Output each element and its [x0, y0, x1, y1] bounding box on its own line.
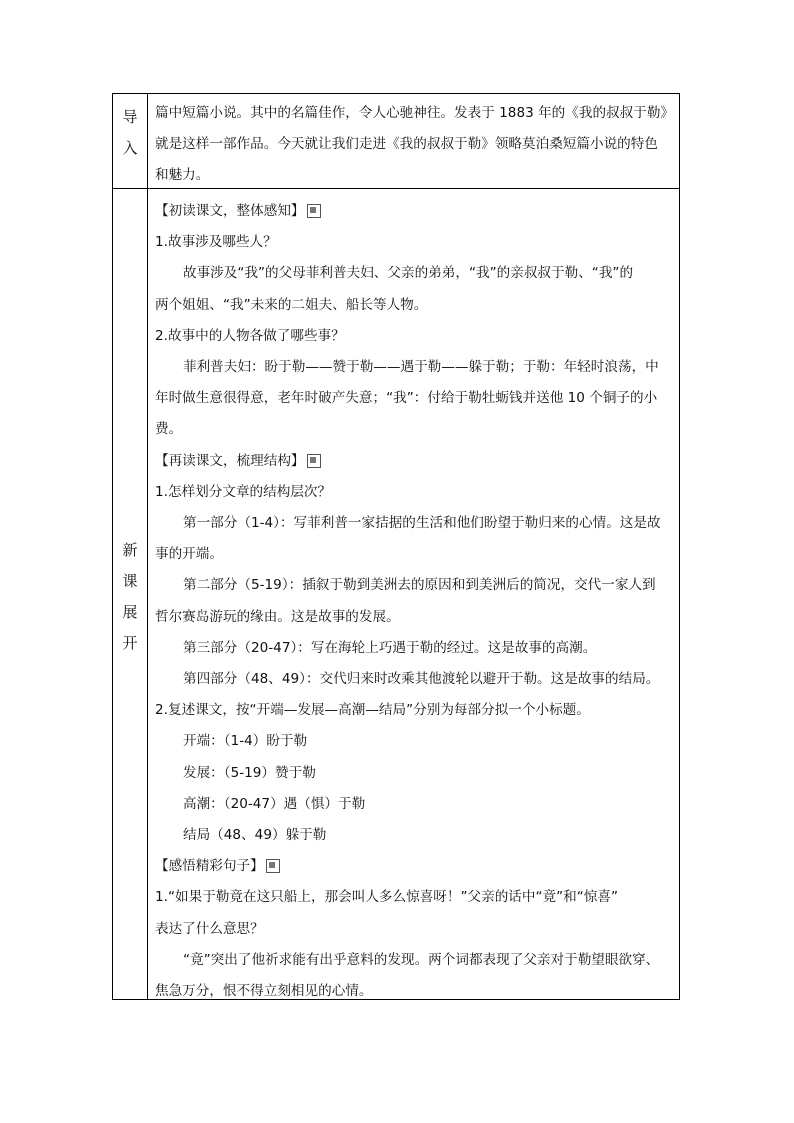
intro-line: 和魅力。 — [155, 167, 210, 184]
question: 2.复述课文，按“开端—发展—高潮—结局”分别为每部分拟一个小标题。 — [155, 702, 590, 719]
subtitle-line: 发展：（5-19）赞于勒 — [183, 764, 316, 781]
answer-line: 焦急万分，恨不得立刻相见的心情。 — [155, 983, 373, 1000]
answer-line: 菲利普夫妇：盼于勒——赞于勒——遇于勒——躲于勒；于勒：年轻时浪荡，中 — [183, 359, 659, 376]
question: 1.怎样划分文章的结构层次？ — [155, 483, 332, 500]
answer-line: 第一部分（1-4）：写菲利普一家拮据的生活和他们盼望于勒归来的心情。这是故 — [183, 515, 661, 532]
question: 1.“如果于勒竟在这只船上，那会叫人多么惊喜呀！”父亲的话中“竟”和“惊喜” — [155, 889, 619, 906]
question: 2.故事中的人物各做了哪些事？ — [155, 327, 345, 344]
column-divider — [147, 94, 148, 999]
lesson-table — [112, 93, 680, 1000]
new-lesson-content — [155, 196, 673, 1007]
section-heading: 【初读课文，整体感知】 — [155, 196, 673, 227]
question: 表达了什么意思？ — [155, 920, 264, 937]
answer-line: 第四部分（48、49）：交代归来时改乘其他渡轮以避开于勒。这是故事的结局。 — [183, 671, 660, 688]
answer-line: 事的开端。 — [155, 546, 223, 563]
intro-line: 篇中短篇小说。其中的名篇佳作，令人心驰神往。发表于 1883 年的《我的叔叔于勒》 — [155, 105, 675, 121]
answer-line: 第三部分（20-47）：写在海轮上巧遇于勒的经过。这是故事的高潮。 — [183, 639, 597, 656]
subtitle-line: 结局（48、49）躲于勒 — [183, 827, 327, 844]
image-placeholder-icon — [307, 454, 321, 468]
answer-line: 两个姐姐、“我”未来的二姐夫、船长等人物。 — [155, 296, 428, 313]
image-placeholder-icon — [266, 859, 280, 873]
label-char: 展 — [122, 603, 138, 621]
section-heading: 【感悟精彩句子】 — [155, 851, 673, 882]
answer-line: 年时做生意很得意，老年时破产失意；“我”：付给于勒牡蛎钱并送他 10 个铜子的小 — [155, 390, 658, 407]
subtitle-line: 高潮：（20-47）遇（惧）于勒 — [183, 795, 366, 812]
answer-line: 故事涉及“我”的父母菲利普夫妇、父亲的弟弟，“我”的亲叔叔于勒、“我”的 — [183, 265, 634, 282]
answer-line: 费。 — [155, 421, 183, 438]
label-char: 新 — [122, 541, 138, 559]
row-label-new-lesson — [113, 535, 147, 659]
answer-line: 第二部分（5-19）：插叙于勒到美洲去的原因和到美洲后的简况，交代一家人到 — [183, 577, 656, 594]
question: 1.故事涉及哪些人？ — [155, 234, 277, 251]
answer-line: “竟”突出了他祈求能有出乎意料的发现。两个词都表现了父亲对于勒望眼欲穿、 — [183, 951, 660, 968]
section-heading: 【再读课文，梳理结构】 — [155, 446, 673, 477]
intro-content — [155, 98, 673, 192]
label-char: 课 — [122, 572, 138, 590]
row-label-intro — [113, 102, 147, 164]
label-char: 开 — [122, 634, 138, 652]
answer-line: 哲尔赛岛游玩的缘由。这是故事的发展。 — [155, 608, 400, 625]
subtitle-line: 开端：（1-4）盼于勒 — [183, 733, 308, 750]
label-char: 入 — [122, 139, 138, 157]
image-placeholder-icon — [307, 204, 321, 218]
label-char: 导 — [122, 108, 138, 126]
intro-line: 就是这样一部作品。今天就让我们走进《我的叔叔于勒》领略莫泊桑短篇小说的特色 — [155, 136, 658, 153]
